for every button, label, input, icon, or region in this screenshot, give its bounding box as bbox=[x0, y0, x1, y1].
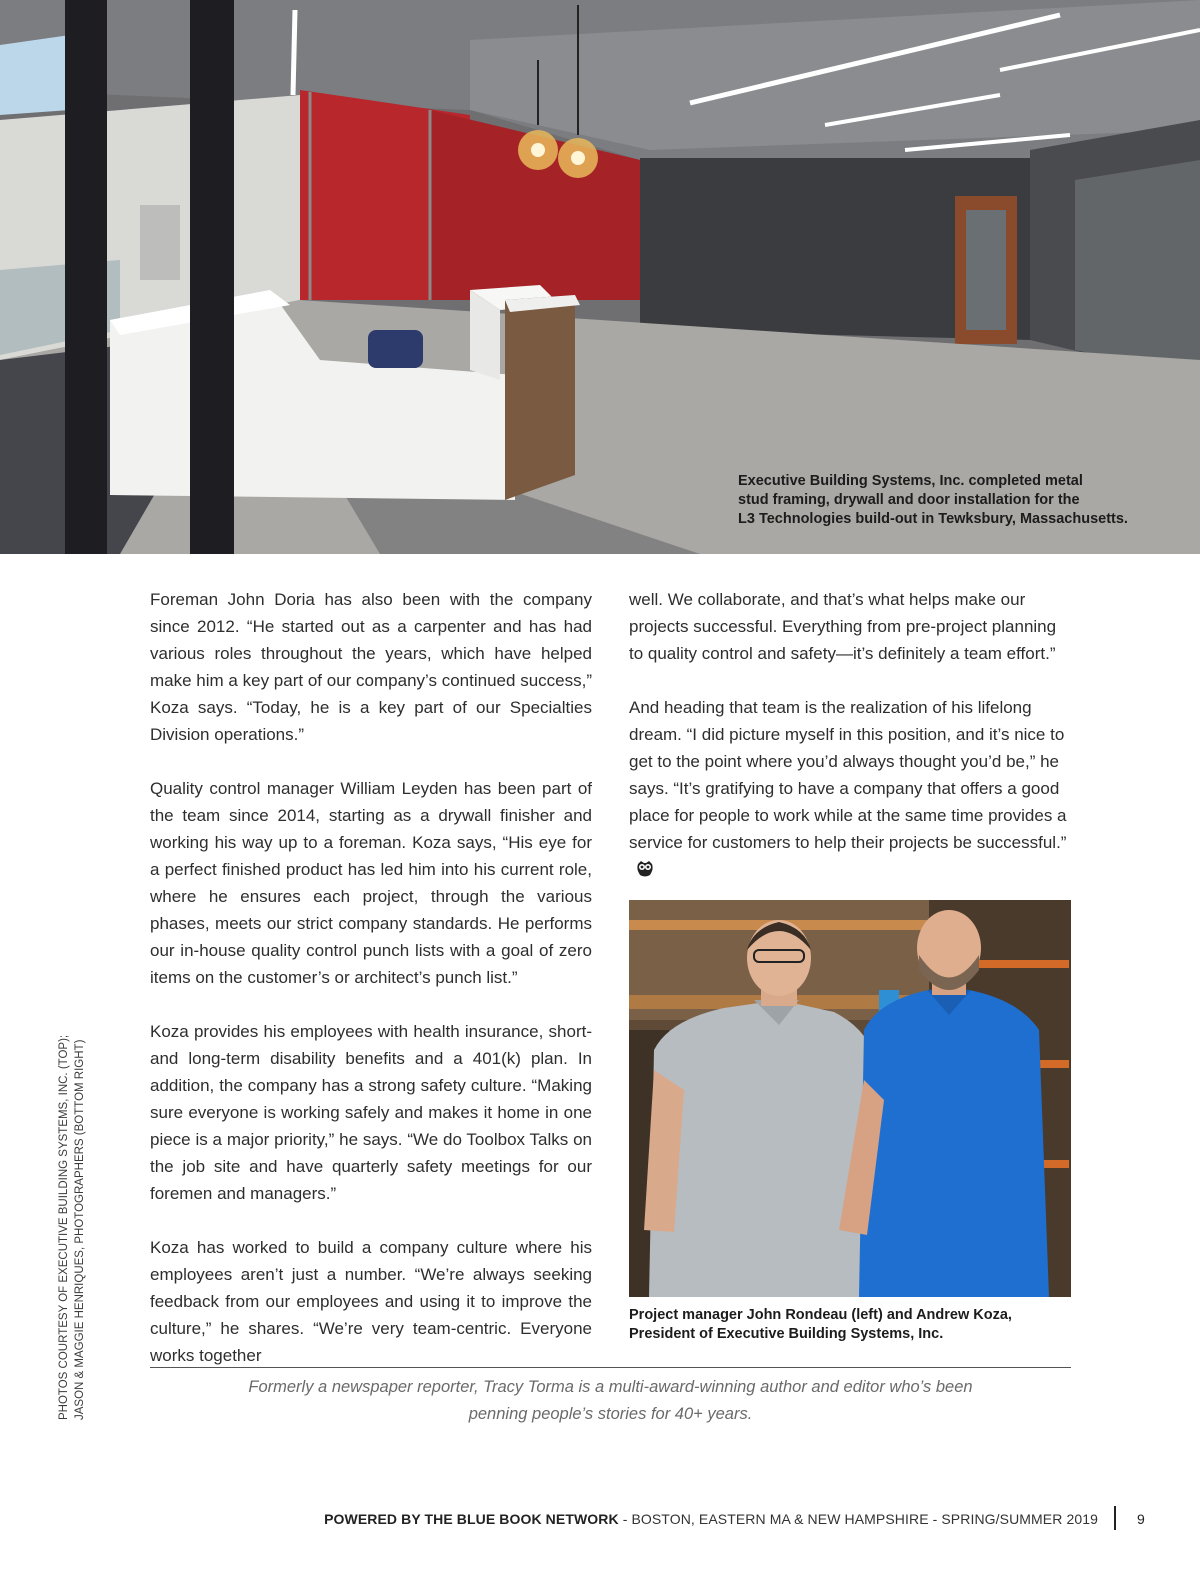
article-paragraph: Quality control manager William Leyden has been part of the team since 2014, starting as a drywall finisher and working his way up to a foreman. Koza says, “His eye for a perfect finished product has led him into his current role, where he ensures each project, through the various phases, meets our strict company standards. He performs our in-house quality control punch lists with a goal of zero items on the customer’s or architect’s punch list.” bbox=[150, 779, 592, 987]
photo-credit-line: JASON & MAGGIE HENRIQUES, PHOTOGRAPHERS (BOTTOM RIGHT) bbox=[74, 1039, 86, 1420]
footer-brand: POWERED BY THE BLUE BOOK NETWORK bbox=[324, 1511, 619, 1527]
page-number: 9 bbox=[1137, 1511, 1145, 1527]
portrait-illustration bbox=[629, 900, 1071, 1297]
photo-credit-line: PHOTOS COURTESY OF EXECUTIVE BUILDING SYSTEMS, INC. (TOP); bbox=[58, 1034, 70, 1420]
article-paragraph-text: And heading that team is the realization of his lifelong dream. “I did picture myself in this position, and it’s nice to get to the point where you’d always thought you’d be,” he says. “It’s gratifying to have a company that offers a good place for people to work while at the same time provides a service for customers to help their projects be successful.” bbox=[629, 698, 1067, 852]
portrait-caption-line: Project manager John Rondeau (left) and Andrew Koza, bbox=[629, 1307, 1012, 1323]
hero-caption-line: stud framing, drywall and door installation for the bbox=[738, 492, 1080, 508]
footer-divider bbox=[1114, 1506, 1116, 1530]
hero-illustration bbox=[0, 0, 1200, 554]
hero-photo bbox=[0, 0, 1200, 554]
bio-divider bbox=[150, 1367, 1071, 1368]
hero-caption bbox=[738, 472, 1158, 529]
portrait-caption-line: President of Executive Building Systems, Inc. bbox=[629, 1326, 944, 1342]
footer-edition: - BOSTON, EASTERN MA & NEW HAMPSHIRE - SPRING/SUMMER 2019 bbox=[618, 1511, 1098, 1527]
hero-caption-line: Executive Building Systems, Inc. completed metal bbox=[738, 473, 1083, 489]
author-bio-line: penning people’s stories for 40+ years. bbox=[468, 1405, 753, 1423]
article-paragraph: well. We collaborate, and that’s what helps make our projects successful. Everything from pre-project planning to quality control and safety—it’s definitely a team effort.” bbox=[629, 590, 1057, 663]
article-paragraph: Koza provides his employees with health insurance, short- and long-term disability benefits and a 401(k) plan. In addition, the company has a strong safety culture. “Making sure everyone is working safely and makes it home in one piece is a major priority,” he says. “We do Toolbox Talks on the job site and have quarterly safety meetings for our foremen and managers.” bbox=[150, 1022, 592, 1203]
article-right-column bbox=[629, 586, 1071, 886]
author-bio bbox=[150, 1374, 1071, 1428]
article-paragraph: Foreman John Doria has also been with the company since 2012. “He started out as a carpenter and has had various roles throughout the years, which have helped make him a key part of our company’s continued success,” Koza says. “Today, he is a key part of our Specialties Division operations.” bbox=[150, 590, 592, 744]
article-paragraph: Koza has worked to build a company culture where his employees aren’t just a number. “We’re always seeking feedback from our employees and using it to improve the culture,” he shares. “We’re very team-centric. Everyone works together bbox=[150, 1238, 592, 1365]
hero-caption-line: L3 Technologies build-out in Tewksbury, Massachusetts. bbox=[738, 511, 1128, 527]
page-footer bbox=[324, 1511, 1098, 1527]
article-left-column bbox=[150, 586, 592, 1369]
portrait-caption bbox=[629, 1306, 1071, 1344]
article-final-paragraph bbox=[629, 694, 1071, 886]
portrait-photo bbox=[629, 900, 1071, 1297]
owl-icon bbox=[635, 859, 655, 886]
photo-credit bbox=[56, 1000, 88, 1420]
author-bio-line: Formerly a newspaper reporter, Tracy Torma is a multi-award-winning author and editor who’s been bbox=[248, 1378, 973, 1396]
